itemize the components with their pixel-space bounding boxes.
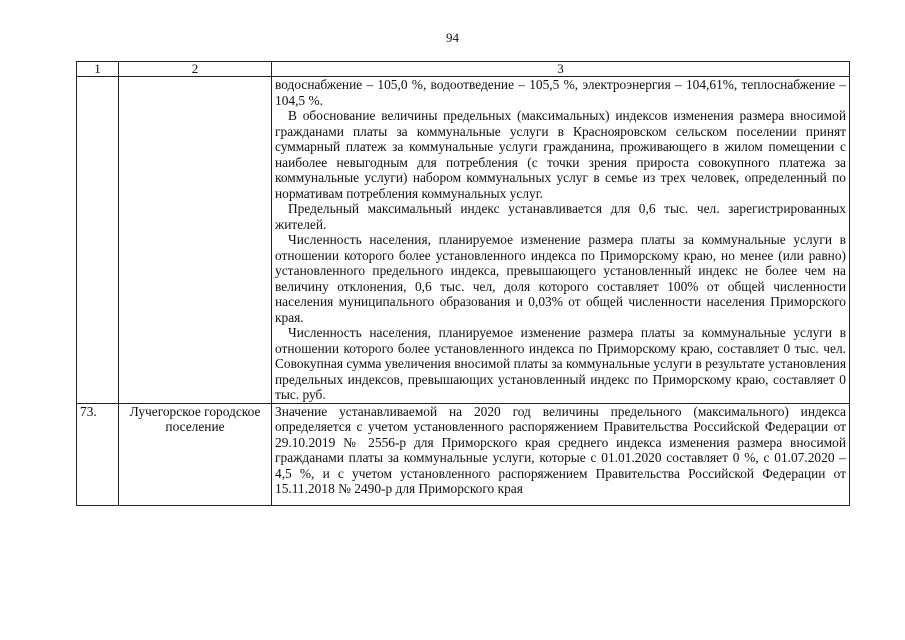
row-number-cell: 73. bbox=[77, 403, 119, 505]
paragraph: Значение устанавливаемой на 2020 год величины предельного (максимального) индекса определяется с учетом установленного распоряжением Правительства Российской Федерации от 29.10.2019 № 2556-р для Приморского края среднего индекса изменения размера вносимой гражданами платы за коммунальные услуги, которые с 01.01.2020 составляет 0 %, с 01.07.2020 – 4,5 %, и с учетом установленного распоряжением Правительства Российской Федерации от 15.11.2018 № 2490-р для Приморского края bbox=[275, 403, 846, 496]
header-cell-1: 1 bbox=[77, 62, 119, 77]
paragraph: Численность населения, планируемое изменение размера платы за коммунальные услуги в отношении которого более установленного индекса по Приморскому краю, составляет 0 тыс. чел. Совокупная сумма увеличения вносимой платы за коммунальные услуги в результате установления предельных индексов, превышающих установленный индекс по Приморскому краю, составляет 0 тыс. руб. bbox=[275, 325, 846, 402]
paragraph: В обоснование величины предельных (максимальных) индексов изменения размера вносимой гражданами платы за коммунальные услуги в Краснояровском сельском поселении принят суммарный платеж за коммунальные услуги гражданина, проживающего в жилом помещении с наиболее невыгодным для потребления (с точки зрения прироста совокупного платежа за коммунальные услуги) набором коммунальных услуг в семье из трех человек, определенный по нормативам потребления коммунальных услуг. bbox=[275, 108, 846, 201]
paragraph: водоснабжение – 105,0 %, водоотведение – 105,5 %, электроэнергия – 104,61%, теплоснабжение – 104,5 %. bbox=[275, 77, 846, 108]
settlement-name-cell bbox=[119, 77, 272, 404]
data-table bbox=[76, 61, 850, 506]
table-row bbox=[77, 403, 850, 505]
table-header-row bbox=[77, 62, 850, 77]
paragraph: Предельный максимальный индекс устанавливается для 0,6 тыс. чел. зарегистрированных жителей. bbox=[275, 201, 846, 232]
table-row bbox=[77, 77, 850, 404]
settlement-name-cell: Лучегорское городское поселение bbox=[119, 403, 272, 505]
description-cell bbox=[272, 77, 850, 404]
header-cell-2: 2 bbox=[119, 62, 272, 77]
page-number: 94 bbox=[446, 30, 459, 45]
description-cell bbox=[272, 403, 850, 505]
row-number-cell bbox=[77, 77, 119, 404]
header-cell-3: 3 bbox=[272, 62, 850, 77]
paragraph: Численность населения, планируемое изменение размера платы за коммунальные услуги в отношении которого более установленного индекса по Приморскому краю, но менее (или равно) установленного предельного индекса, превышающего установленный индекс не более чем на величину отклонения, 0,6 тыс. чел, доля которого составляет 100% от общей численности населения муниципального образования и 0,03% от общей численности населения Приморского края. bbox=[275, 232, 846, 325]
